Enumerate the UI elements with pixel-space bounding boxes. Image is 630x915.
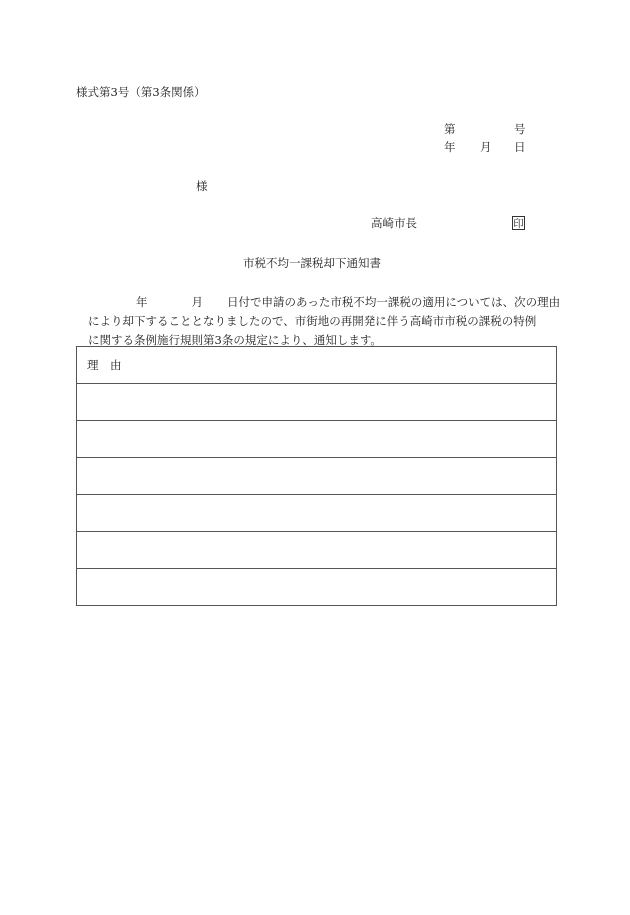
table-row — [77, 532, 557, 569]
body-month: 月 — [191, 295, 203, 309]
date-month: 月 — [480, 140, 492, 154]
reason-cell — [77, 458, 557, 495]
table-row — [77, 421, 557, 458]
reason-header-row — [77, 347, 557, 384]
table-row — [77, 384, 557, 421]
reason-cell — [77, 421, 557, 458]
document-title: 市税不均一課税却下通知書 — [243, 256, 381, 270]
reason-header: 理 由 — [77, 347, 557, 384]
reason-table — [76, 346, 557, 606]
ref-dai: 第 — [444, 122, 456, 136]
table-row — [77, 569, 557, 606]
reason-cell — [77, 569, 557, 606]
date-day: 日 — [514, 140, 526, 154]
table-row — [77, 458, 557, 495]
body-line-1-text: 日付で申請のあった市税不均一課税の適用については、次の理由 — [227, 295, 561, 309]
seal-stamp: 印 — [513, 218, 524, 230]
issuer: 高崎市長 — [371, 216, 417, 230]
body-paragraph — [88, 293, 564, 350]
form-number: 様式第3号（第3条関係） — [76, 85, 206, 99]
body-line-1 — [88, 293, 564, 312]
reason-cell — [77, 532, 557, 569]
reason-cell — [77, 495, 557, 532]
reason-cell — [77, 384, 557, 421]
addressee-suffix: 様 — [196, 179, 208, 193]
date-year: 年 — [444, 140, 456, 154]
body-line-2: により却下することとなりましたので、市街地の再開発に伴う高崎市市税の課税の特例 — [88, 314, 537, 328]
body-line-3: に関する条例施行規則第3条の規定により、通知します。 — [88, 333, 382, 347]
ref-go: 号 — [514, 122, 526, 136]
body-year: 年 — [136, 295, 148, 309]
table-row — [77, 495, 557, 532]
